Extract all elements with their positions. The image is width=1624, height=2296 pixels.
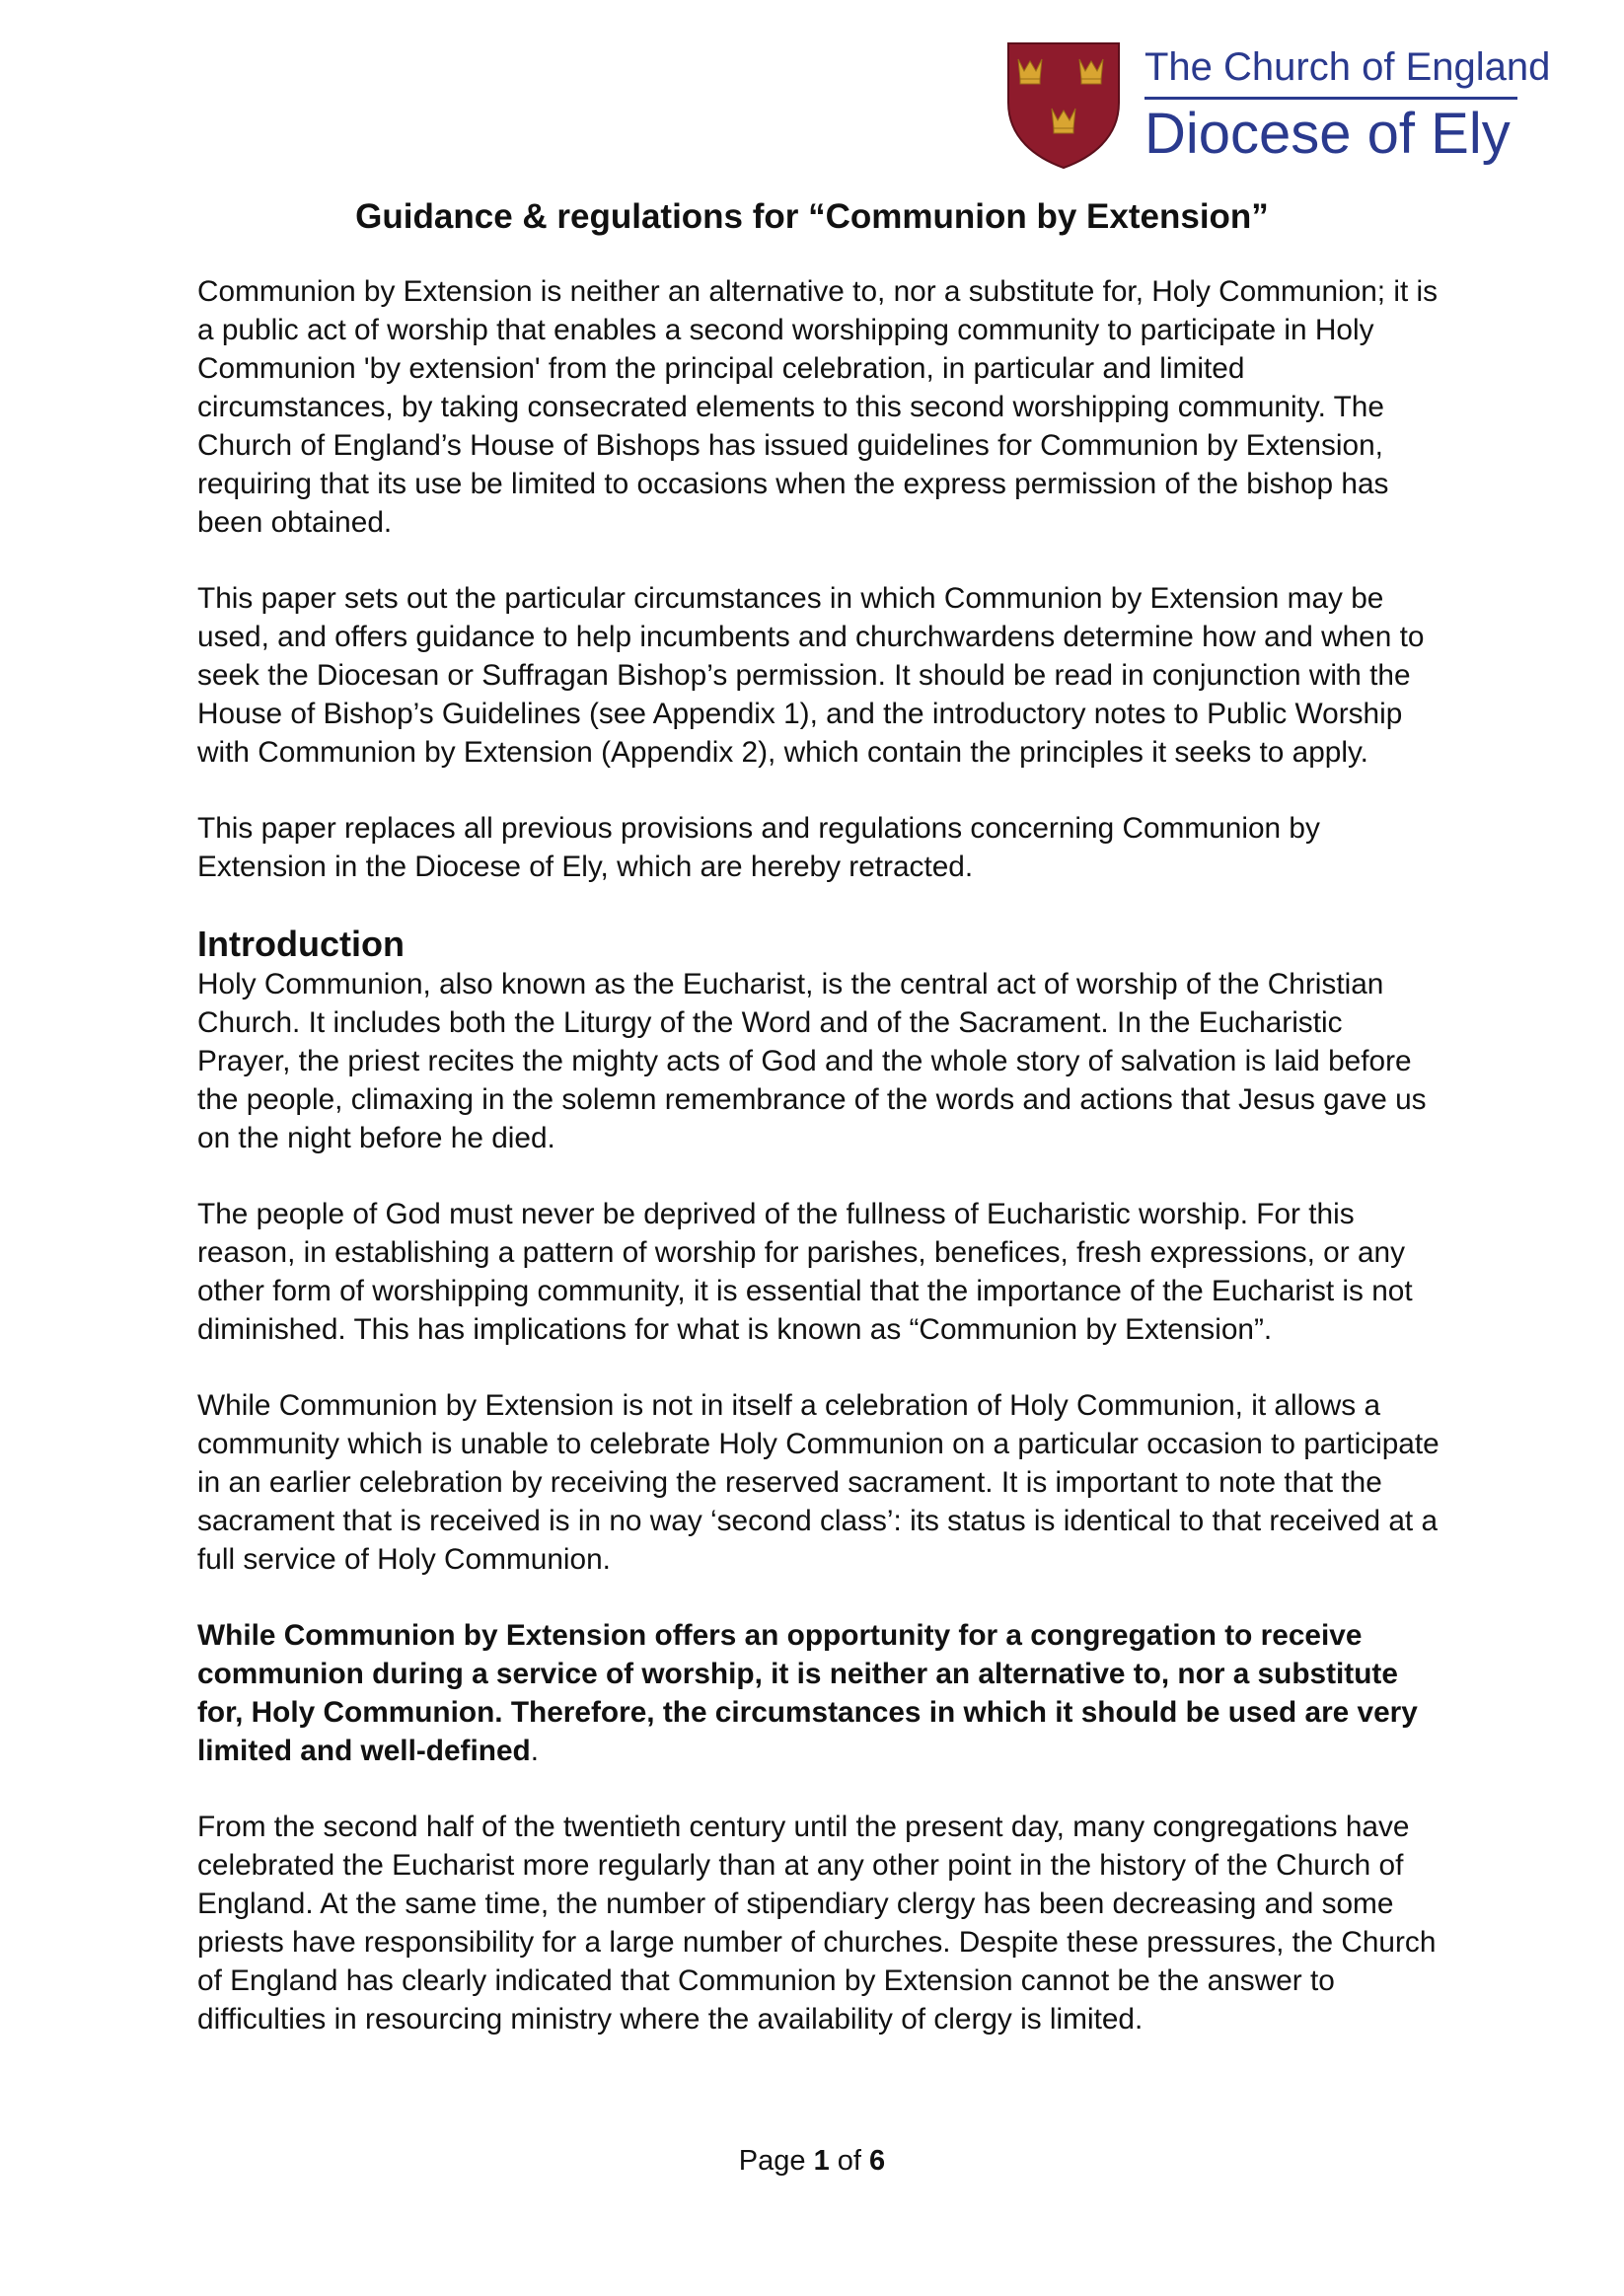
page-of-word: of	[837, 2145, 861, 2177]
paragraph-4: Holy Communion, also known as the Eucharist, is the central act of worship of the Christian Church. It includes both the Liturgy of the Word and of the Sacrament. In the Eucharistic Prayer, the priest recites the mighty acts of God and the whole story of salvation is laid before the people, climaxing in the solemn remembrance of the words and actions that Jesus gave us on the night before he died.	[197, 968, 1427, 1154]
org-name-line2: Diocese of Ely	[1144, 102, 1511, 166]
page-current: 1	[813, 2145, 830, 2177]
paragraph-7-tail: .	[530, 1735, 540, 1767]
page-word: Page	[738, 2145, 806, 2177]
section-heading-introduction: Introduction	[197, 924, 405, 964]
page-footer	[0, 2145, 1624, 2178]
paragraph-8: From the second half of the twentieth century until the present day, many congregations have celebrated the Eucharist more regularly than at any other point in the history of the Church of England. At the same time, the number of stipendiary clergy has been decreasing and some priests have responsibility for a large number of churches. Despite these pressures, the Church of England has clearly indicated that Communion by Extension cannot be the answer to difficulties in resourcing ministry where the availability of clergy is limited.	[197, 1811, 1437, 2036]
document-body	[197, 272, 1440, 2076]
logo-divider	[1144, 97, 1517, 100]
paragraph-7	[197, 1616, 1440, 1770]
paragraph-6: While Communion by Extension is not in itself a celebration of Holy Communion, it allows a community which is unable to celebrate Holy Communion on a particular occasion to participate in an earlier celebration by receiving the reserved sacrament. It is important to note that the sacrament that is received is in no way ‘second class’: its status is identical to that received at a full service of Holy Communion.	[197, 1389, 1439, 1576]
paragraph-2: This paper sets out the particular circumstances in which Communion by Extension may be used, and offers guidance to help incumbents and churchwardens determine how and when to seek the Diocesan or Suffragan Bishop’s permission. It should be read in conjunction with the House of Bishop’s Guidelines (see Appendix 1), and the introductory notes to Public Worship with Communion by Extension (Appendix 2), which contain the principles it seeks to apply.	[197, 582, 1425, 769]
paragraph-3: This paper replaces all previous provisions and regulations concerning Communion by Extension in the Diocese of Ely, which are hereby retracted.	[197, 812, 1320, 883]
page-total: 6	[869, 2145, 886, 2177]
paragraph-7-bold: While Communion by Extension offers an opportunity for a congregation to receive communion during a service of worship, it is neither an alternative to, nor a substitute for, Holy Communion. Therefore, the circumstances in which it should be used are very limited and well-defined	[197, 1619, 1418, 1767]
paragraph-1: Communion by Extension is neither an alternative to, nor a substitute for, Holy Communion; it is a public act of worship that enables a second worshipping community to participate in Holy Communion 'by extension' from the principal celebration, in particular and limited circumstances, by taking consecrated elements to this second worshipping community. The Church of England’s House of Bishops has issued guidelines for Communion by Extension, requiring that its use be limited to occasions when the express permission of the bishop has been obtained.	[197, 275, 1439, 539]
document-title: Guidance & regulations for “Communion by Extension”	[355, 197, 1269, 236]
shield-icon	[1004, 39, 1123, 170]
org-name-line1: The Church of England	[1144, 45, 1551, 89]
diocese-logo	[1004, 39, 1551, 178]
paragraph-5: The people of God must never be deprived of the fullness of Eucharistic worship. For this reason, in establishing a pattern of worship for parishes, benefices, fresh expressions, or any other form of worshipping community, it is essential that the importance of the Eucharist is not diminished. This has implications for what is known as “Communion by Extension”.	[197, 1198, 1413, 1346]
